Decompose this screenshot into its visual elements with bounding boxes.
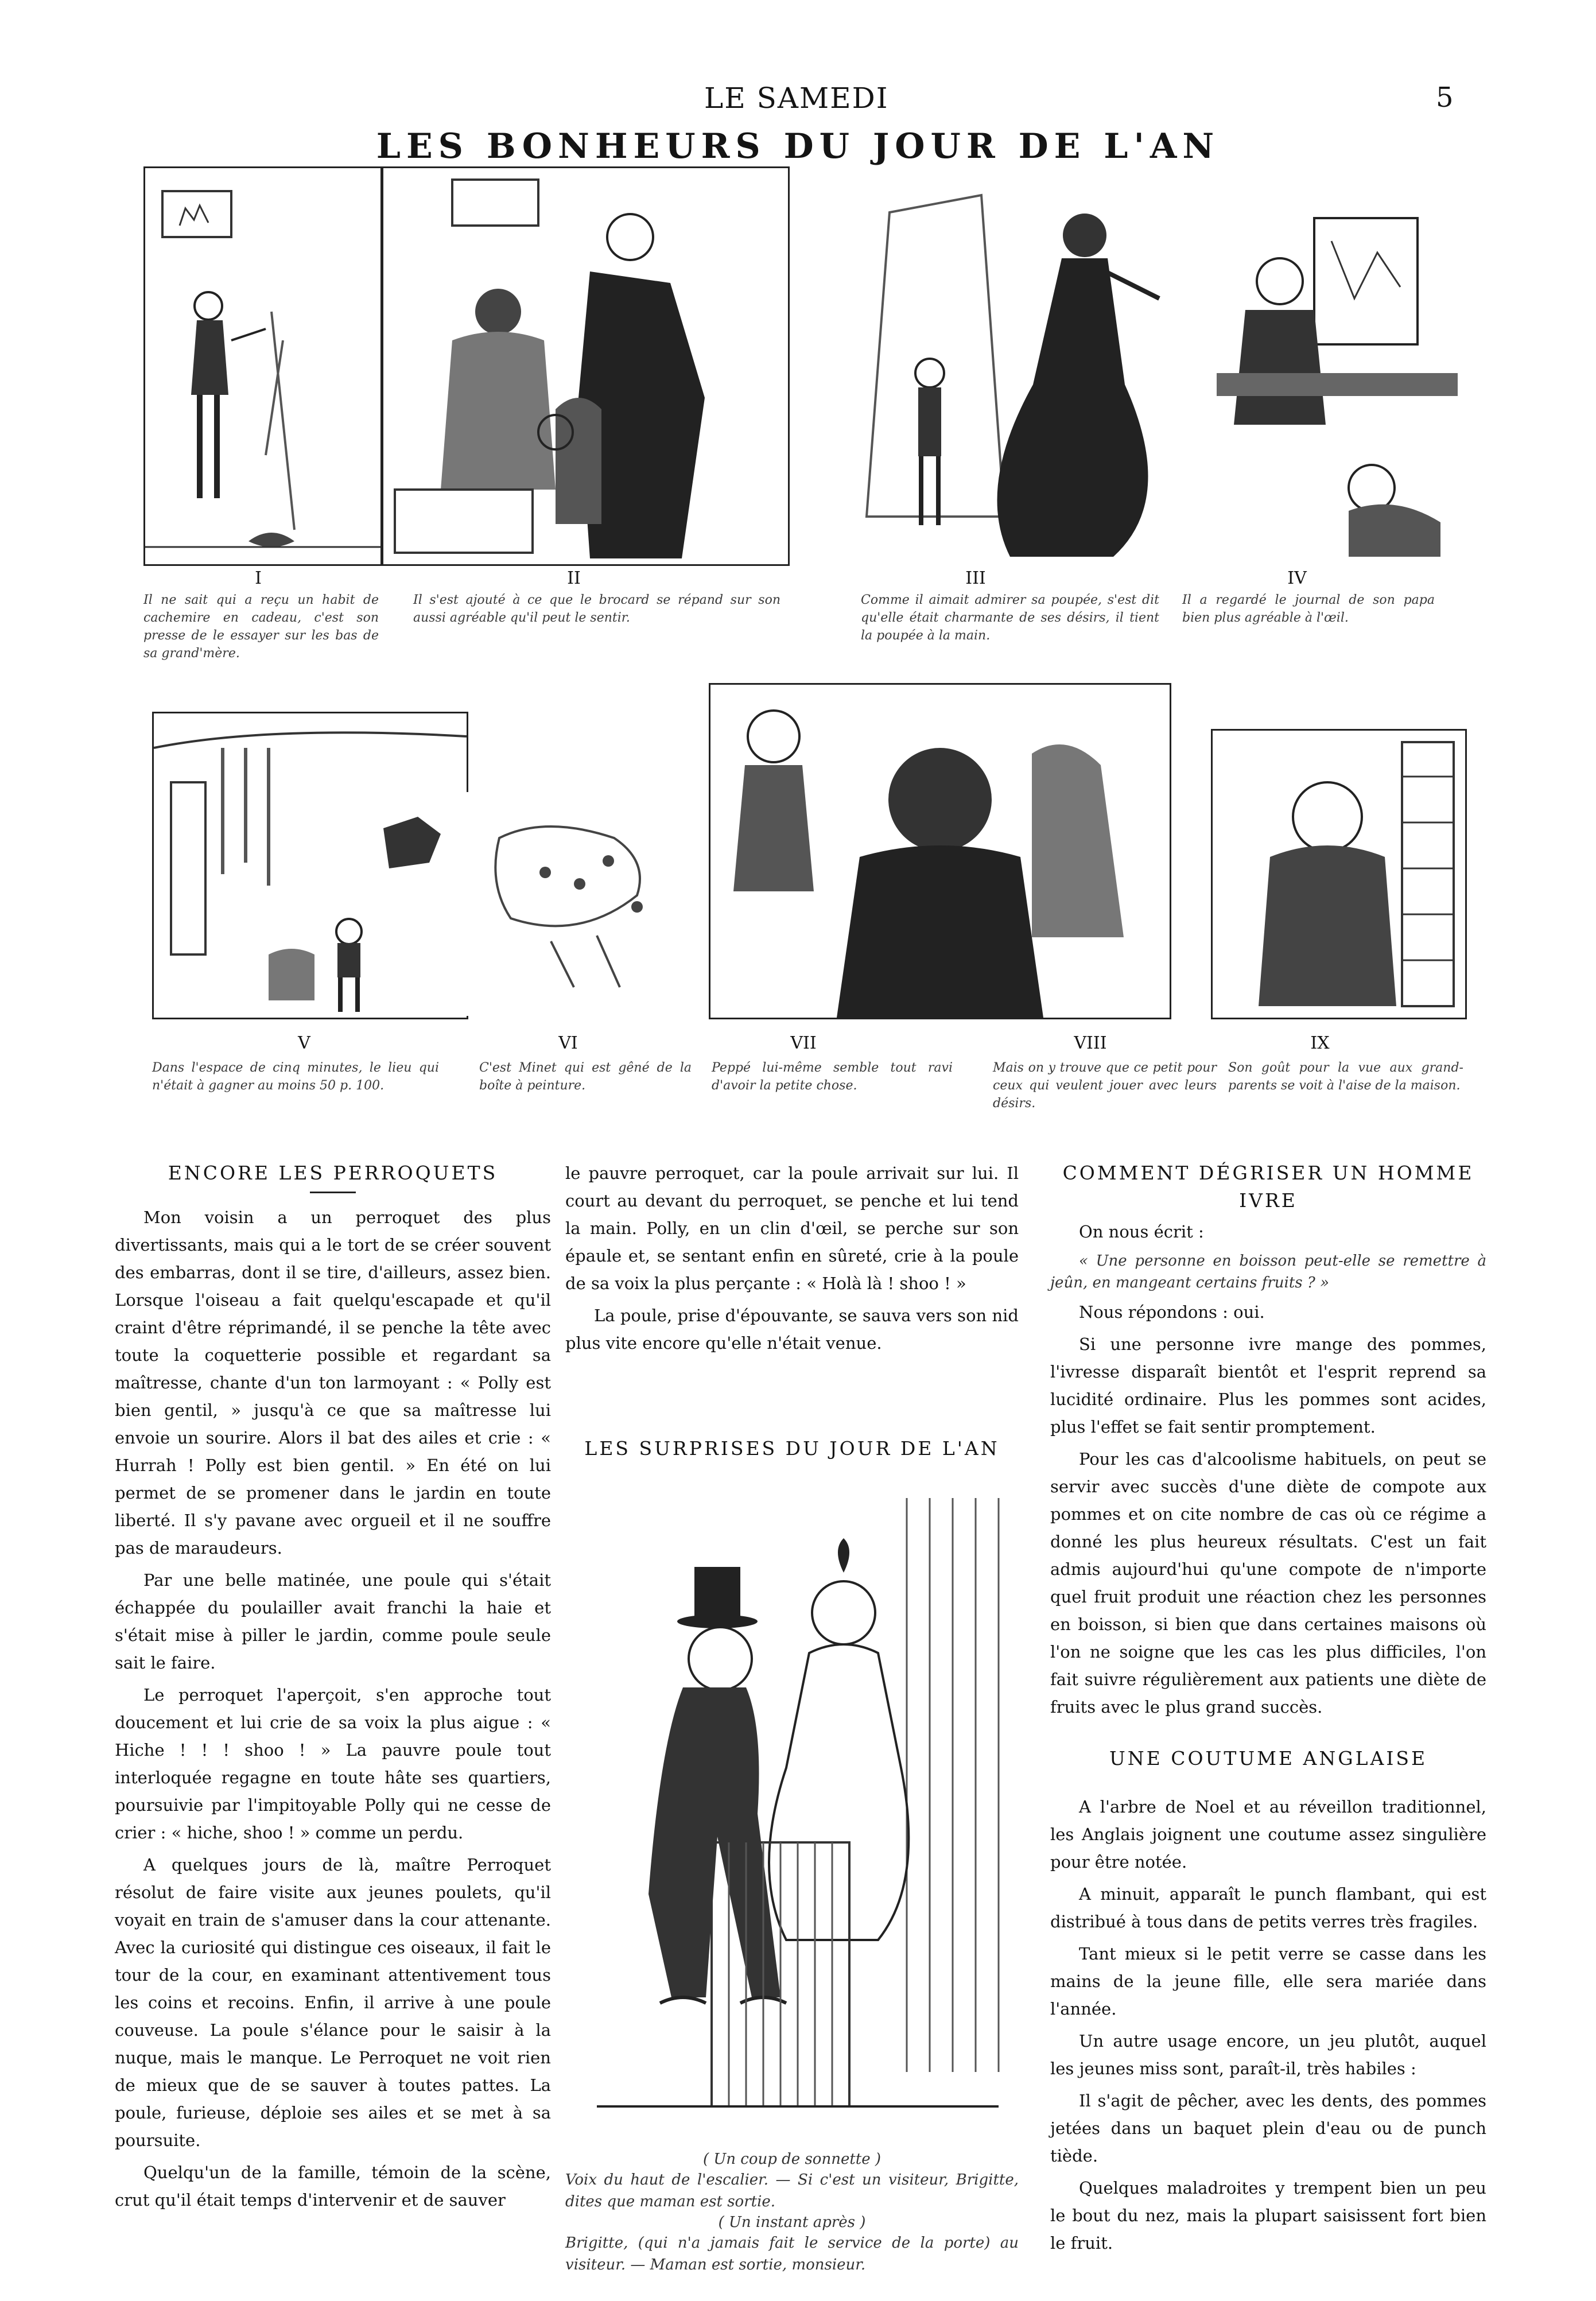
illustration-panel-9 — [1211, 729, 1467, 1019]
caption-5: Dans l'espace de cinq minutes, le lieu qui n'était à gagner au moins 50 p. 100. — [152, 1061, 439, 1093]
numeral-1: I — [255, 568, 262, 588]
caption-4: Il a regardé le journal de son papa bien plus agréable à l'œil. — [1182, 593, 1435, 625]
question: « Une personne en boisson peut-elle se remettre à jeûn, en mangeant certains fruits ? » — [1050, 1252, 1486, 1291]
article-coutume — [1050, 1745, 1486, 2261]
paragraph: A l'arbre de Noel et au réveillon traditionnel, les Anglais joignent une coutume assez singulière pour être notée. — [1050, 1797, 1486, 1872]
caption-heading-2: ( Un instant après ) — [718, 2214, 866, 2231]
article-surprises — [565, 1435, 1019, 1466]
article-coutume-title: UNE COUTUME ANGLAISE — [1109, 1747, 1428, 1770]
article-perroquets — [115, 1159, 551, 2218]
title-rule — [310, 1192, 356, 1193]
grandmother-at-window-illustration — [1213, 731, 1465, 1018]
numeral-5: V — [298, 1033, 310, 1053]
main-title: LES BONHEURS DU JOUR DE L'AN — [376, 126, 1220, 166]
caption-1: Il ne sait qui a reçu un habit de cachemire en cadeau, c'est son presse de le essayer sur les bas de sa grand'mère. — [143, 593, 379, 661]
paragraph: Si une personne ivre mange des pommes, l'ivresse disparaît bientôt et l'esprit reprend sa lucidité ordinaire. Plus les pommes sont acides, plus l'effet se fait sentir promptement. — [1050, 1334, 1486, 1437]
illustration-panel-2 — [382, 166, 790, 566]
numeral-3: III — [965, 568, 986, 588]
illustration-panel-5 — [152, 712, 468, 1019]
paragraph: Mon voisin a un perroquet des plus divertissants, mais qui a le tort de se créer souvent des embarras, dont il se tire, d'ailleurs, assez bien. Lorsque l'oiseau a fait quelqu'escapade et qu'il craint d'être réprimandé, il se penche la tête avec toute la coquetterie possible et regardant sa maîtresse, chante d'un ton larmoyant : « Polly est bien gentil, » jusqu'à ce que sa maîtresse lui envoie un sourire. Alors il bat des ailes et crie : « Hurrah ! Polly est bien gentil. » En été on lui permet de se promener dans le jardin en toute liberté. Il s'y pavane avec orgueil et il ne souffre pas de maraudeurs. — [115, 1208, 551, 1558]
cat-with-paintbox-illustration — [465, 792, 694, 1016]
visitor-and-maid-illustration — [574, 1487, 1010, 2141]
paragraph: le pauvre perroquet, car la poule arrivait sur lui. Il court au devant du perroquet, se penche et lui tend la main. Polly, en un clin d'œil, se perche sur son épaule et, se sentant enfin en sûreté, crie à la poule de sa voix la plus perçante : « Holà là ! shoo ! » — [565, 1163, 1019, 1293]
woman-dress-and-reader-illustration — [844, 166, 1463, 562]
illustration-panel-7 — [709, 683, 1171, 1019]
caption-text-2: Brigitte, (qui n'a jamais fait le service de la porte) au visiteur. — Maman est sortie, monsieur. — [565, 2234, 1019, 2273]
numeral-8: VIII — [1074, 1033, 1107, 1053]
paragraph: Il s'agit de pêcher, avec les dents, des pommes jetées dans un baquet plein d'eau ou de punch tiède. — [1050, 2091, 1486, 2166]
illustration-panel-3-4 — [844, 166, 1463, 562]
paragraph: A minuit, apparaît le punch flambant, qui est distribué à tous dans de petits verres très fragiles. — [1050, 1884, 1486, 1931]
journal-name: LE SAMEDI — [704, 82, 889, 115]
paragraph: Quelques maladroites y trempent bien un peu le bout du nez, mais la plupart saisissent fort bien le fruit. — [1050, 2178, 1486, 2253]
article-degriser — [1050, 1159, 1486, 1725]
article-surprises-title: LES SURPRISES DU JOUR DE L'AN — [584, 1437, 1000, 1460]
article-perroquets-title: ENCORE LES PERROQUETS — [168, 1162, 498, 1184]
intro: On nous écrit : — [1079, 1222, 1204, 1241]
running-head — [0, 82, 1596, 116]
grandfather-and-child-illustration — [710, 685, 1170, 1018]
paragraph: La poule, prise d'épouvante, se sauva vers son nid plus vite encore qu'elle n'était venue. — [565, 1306, 1019, 1353]
numeral-6: VI — [558, 1033, 578, 1053]
paragraph: Par une belle matinée, une poule qui s'était échappée du poulailler avait franchi la haie et s'était mise à piller le jardin, comme poule seule sait le faire. — [115, 1570, 551, 1673]
numeral-9: IX — [1310, 1033, 1330, 1053]
illustration-panel-6 — [465, 792, 694, 1016]
paragraph: Un autre usage encore, un jeu plutôt, auquel les jeunes miss sont, paraît-il, très habiles : — [1050, 2031, 1486, 2078]
paragraph: A quelques jours de là, maître Perroquet résolut de faire visite aux jeunes poulets, qu'il voyait en train de s'amuser dans la cour attenante. Avec la curiosité qui distingue ces oiseaux, il fait le tour de la cour, en examinant attentivement tous les coins et recoins. Enfin, il arrive à une poule couveuse. La poule s'élance pour le saisir à la nuque, mais le manque. Le Perroquet ne voit rien de mieux que de se sauver à toutes pattes. La poule, furieuse, déploie ses ailes et se met à sa poursuite. — [115, 1855, 551, 2150]
article-degriser-title: COMMENT DÉGRISER UN HOMME IVRE — [1062, 1162, 1474, 1212]
family-cloak-illustration — [383, 168, 788, 564]
paragraph: Tant mieux si le petit verre se casse dans les mains de la jeune fille, elle sera mariée dans l'année. — [1050, 1944, 1486, 2019]
numeral-7: VII — [790, 1033, 817, 1053]
illustration-doorway — [574, 1487, 1010, 2141]
caption-8: Mais on y trouve que ce petit pour ceux qui veulent jouer avec leurs désirs. — [993, 1061, 1217, 1111]
caption-6: C'est Minet qui est gêné de la boîte à peinture. — [479, 1061, 692, 1093]
paragraph: Quelqu'un de la famille, témoin de la scène, crut qu'il était temps d'intervenir et de sauver — [115, 2163, 551, 2210]
paragraph: Pour les cas d'alcoolisme habituels, on peut se servir avec succès d'une diète de compote aux pommes et on cite nombre de cas où ce régime a donné les plus heureux résultats. C'est un fait admis aujourd'hui qu'une compote de n'importe quel fruit produit une réaction chez les personnes en boisson, si bien que dans certaines maisons où l'on ne soigne que les cas les plus difficiles, l'on fait suivre régulièrement aux patients une diète de fruits avec le plus grand succès. — [1050, 1449, 1486, 1717]
caption-3: Comme il aimait admirer sa poupée, s'est dit qu'elle était charmante de ses désirs, il tient la poupée à la main. — [861, 593, 1159, 643]
boy-painting-wall-illustration — [154, 713, 467, 1018]
illustration-panel-1 — [143, 166, 382, 566]
caption-text-1: Voix du haut de l'escalier. — Si c'est un visiteur, Brigitte, dites que maman est sortie. — [565, 2171, 1019, 2210]
numeral-4: IV — [1287, 568, 1307, 588]
article-perroquets-continued — [565, 1159, 1019, 1361]
caption-9: Son goût pour la vue aux grand-parents se voit à l'aise de la maison. — [1228, 1061, 1463, 1093]
caption-heading-1: ( Un coup de sonnette ) — [702, 2151, 882, 2168]
caption-2: Il s'est ajouté à ce que le brocard se répand sur son aussi agréable qu'il peut le sentir. — [413, 593, 780, 625]
illustration-caption — [565, 2149, 1019, 2276]
paragraph: Le perroquet l'aperçoit, s'en approche tout doucement et lui crie de sa voix la plus aigue : « Hiche ! ! ! shoo ! » La pauvre poule tout interloquée regagne en toute hâte ses quartiers, poursuivie par l'impitoyable Polly qui ne cesse de crier : « hiche, shoo ! » comme un perdu. — [115, 1685, 551, 1842]
boy-with-stockings-illustration — [145, 168, 380, 564]
answer: Nous répondons : oui. — [1079, 1302, 1265, 1322]
page-number: 5 — [1436, 82, 1454, 114]
numeral-2: II — [567, 568, 581, 588]
caption-7: Peppé lui-même semble tout ravi d'avoir la petite chose. — [712, 1061, 953, 1093]
